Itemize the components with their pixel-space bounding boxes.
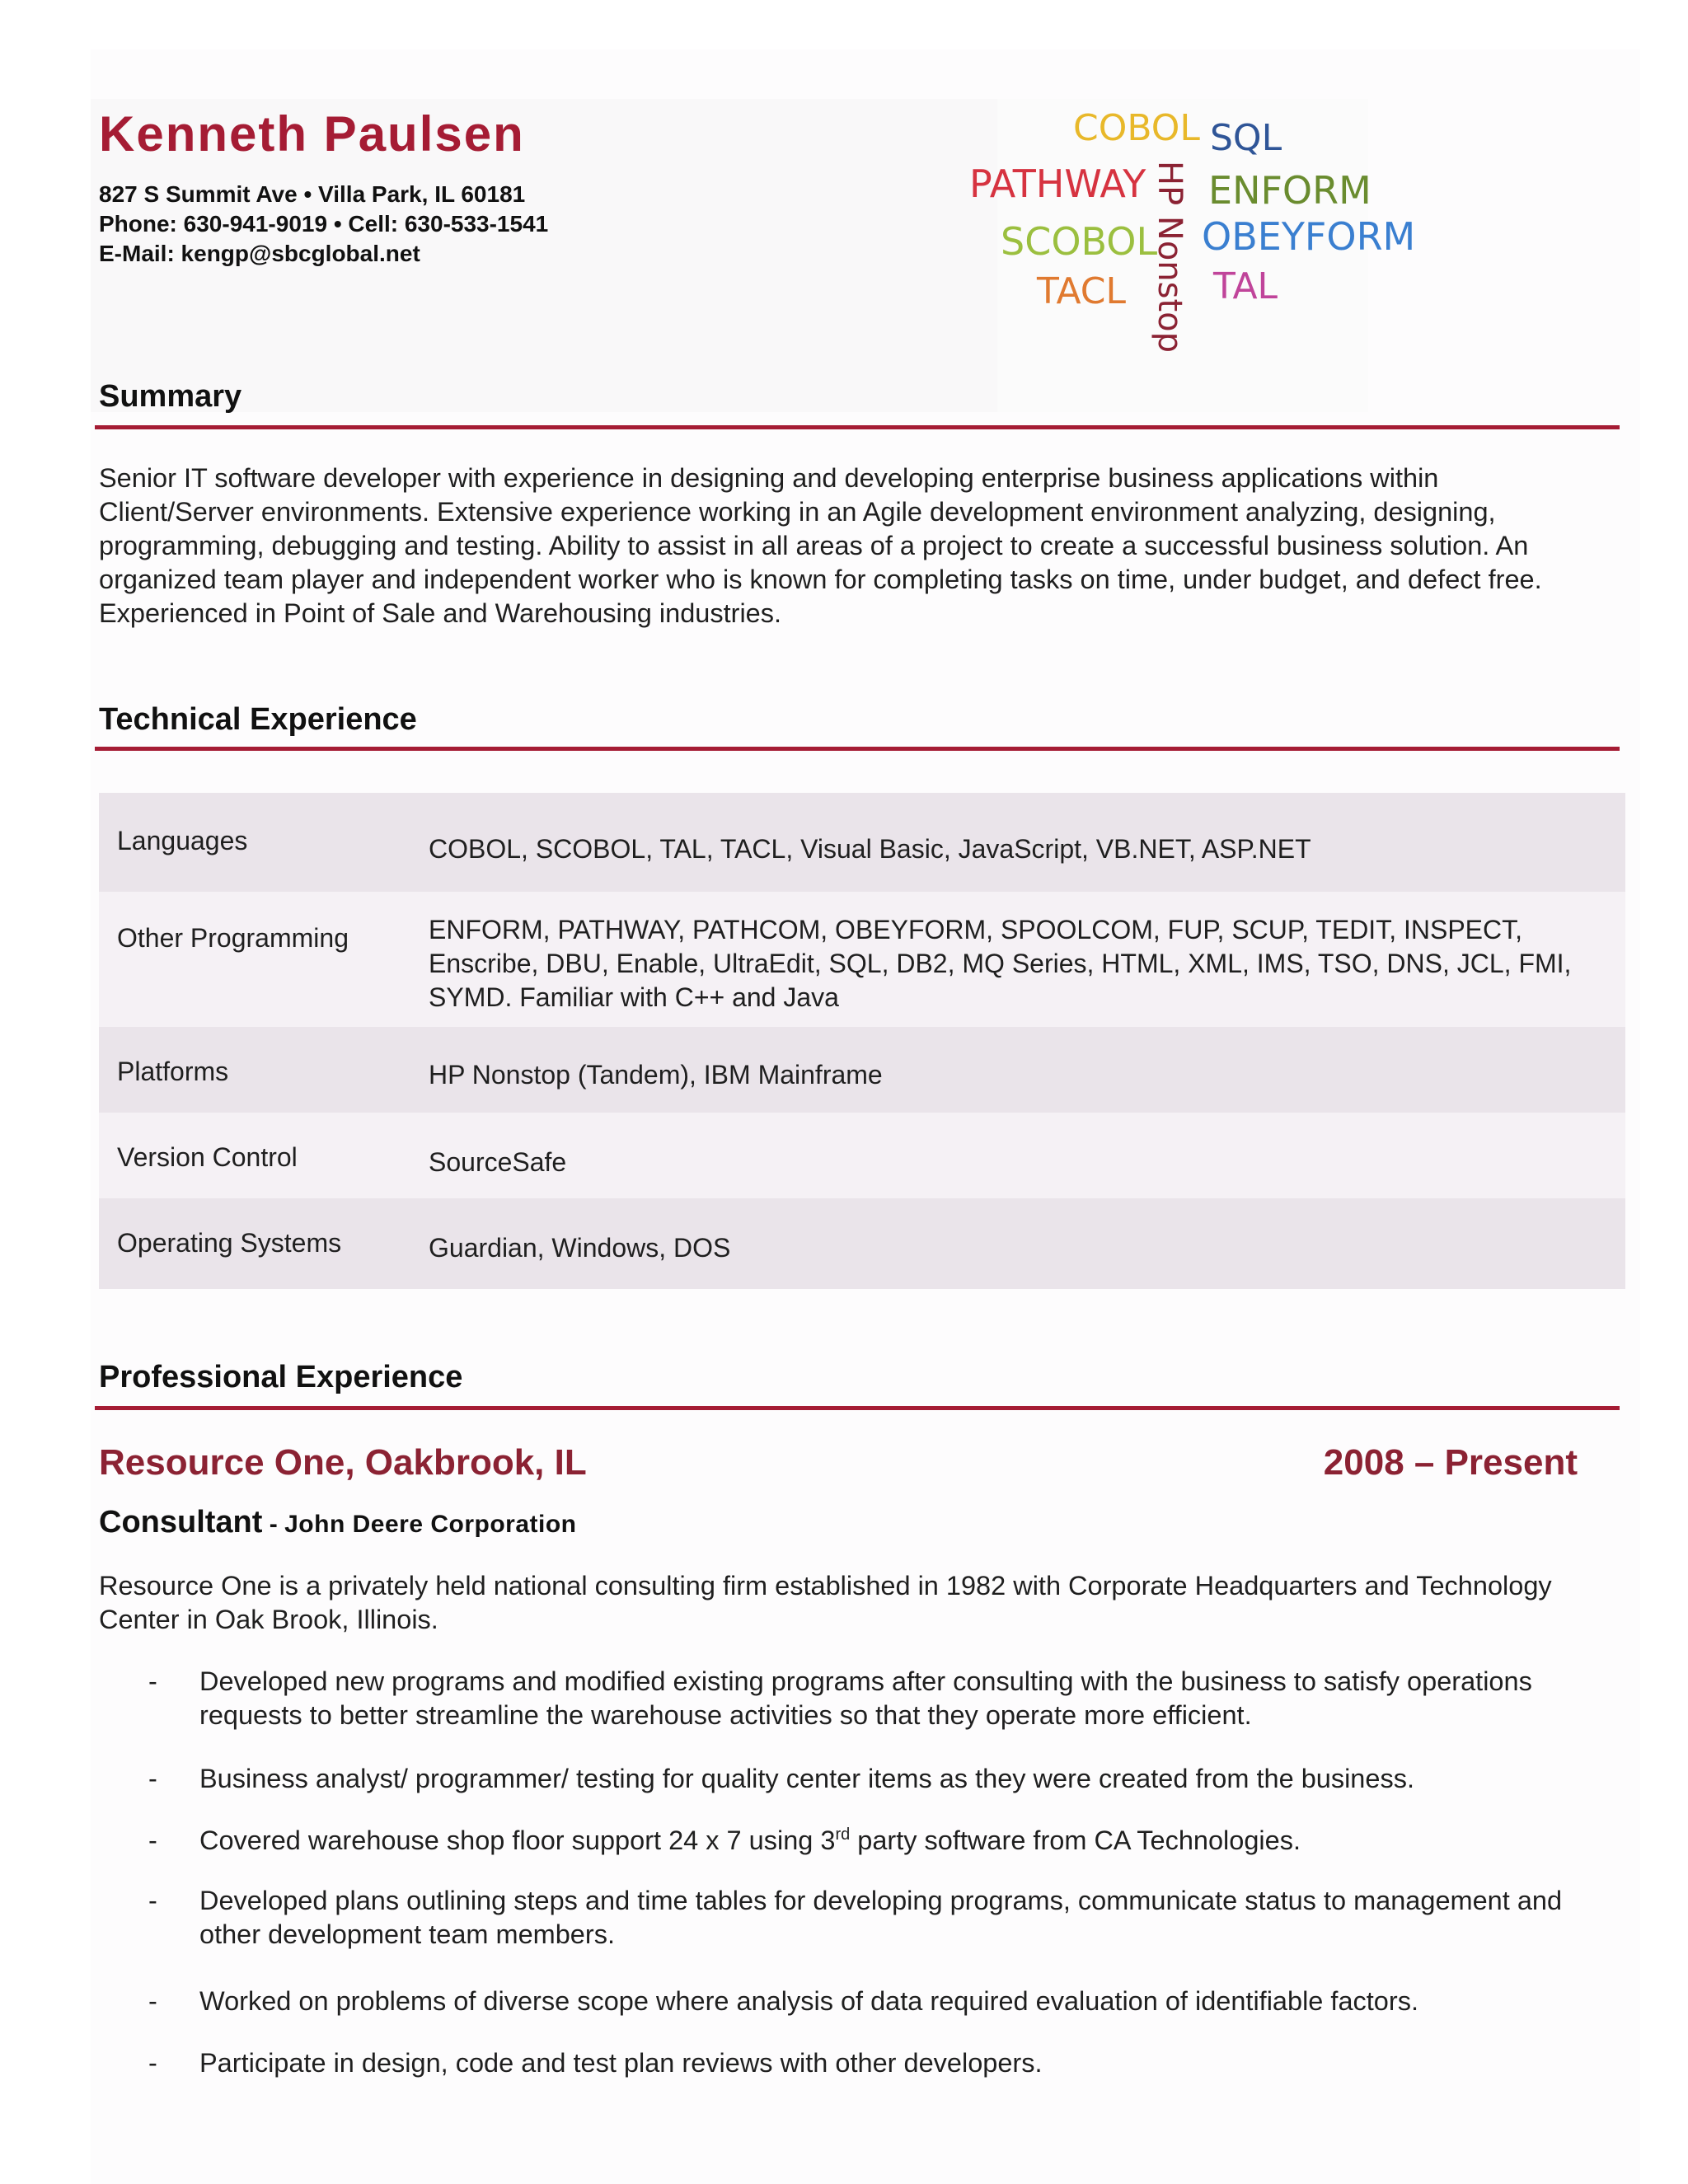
row-value: HP Nonstop (Tandem), IBM Mainframe bbox=[429, 1060, 883, 1090]
ordinal-suffix: rd bbox=[835, 1825, 851, 1844]
professional-experience-heading: Professional Experience bbox=[99, 1360, 463, 1394]
table-row bbox=[99, 1113, 1625, 1198]
word-hp-nonstop: HP Nonstop bbox=[1151, 161, 1189, 354]
candidate-name: Kenneth Paulsen bbox=[99, 106, 525, 162]
bullet-marker: - bbox=[148, 1825, 157, 1855]
company-name: Resource One, Oakbrook, IL bbox=[99, 1442, 587, 1483]
row-value: COBOL, SCOBOL, TAL, TACL, Visual Basic, JavaScript, VB.NET, ASP.NET bbox=[429, 834, 1311, 864]
bullet-marker: - bbox=[148, 1886, 157, 1915]
bullet-marker: - bbox=[148, 1666, 157, 1696]
row-label: Other Programming bbox=[117, 923, 349, 953]
job-role bbox=[99, 1505, 576, 1540]
role-separator: - bbox=[262, 1511, 285, 1538]
word-tal: TAL bbox=[1213, 265, 1278, 307]
bullet-text bbox=[199, 1824, 1601, 1858]
skills-word-cloud bbox=[969, 99, 1416, 412]
word-sql: SQL bbox=[1210, 117, 1282, 159]
word-obeyform: OBEYFORM bbox=[1202, 214, 1416, 259]
company-description: Resource One is a privately held national consulting firm established in 1982 with Corporate Headquarters and Technology Center in Oak Brook, Illinois. bbox=[99, 1571, 1552, 1634]
phone-numbers: Phone: 630-941-9019 • Cell: 630-533-1541 bbox=[99, 211, 549, 237]
table-row bbox=[99, 1198, 1625, 1289]
list-item bbox=[99, 1665, 1599, 1734]
word-cobol: COBOL bbox=[1073, 107, 1200, 149]
bullet-marker: - bbox=[148, 1764, 157, 1793]
summary-heading: Summary bbox=[99, 379, 242, 414]
bullet-text: Developed plans outlining steps and time tables for developing programs, communicate status to management and other development team members. bbox=[199, 1886, 1563, 1949]
role-client: John Deere Corporation bbox=[284, 1511, 577, 1538]
role-title: Consultant bbox=[99, 1505, 263, 1540]
row-label: Version Control bbox=[117, 1142, 298, 1172]
row-value: Guardian, Windows, DOS bbox=[429, 1233, 731, 1263]
summary-text: Senior IT software developer with experience in designing and developing enterprise business applications within Client/Server environments. Extensive experience working in an Agile development environment analyzing, designing, programming, debugging and testing. Ability to assist in all areas of a project to create a successful business solution. An organized team player and independent worker who is known for completing tasks on time, under budget, and defect free. Experienced in Point of Sale and Warehousing industries. bbox=[99, 463, 1542, 628]
summary-divider bbox=[95, 425, 1620, 429]
bullet-marker: - bbox=[148, 1986, 157, 2016]
technical-experience-heading: Technical Experience bbox=[99, 702, 417, 737]
address: 827 S Summit Ave • Villa Park, IL 60181 bbox=[99, 181, 526, 207]
word-tacl: TACL bbox=[1037, 270, 1127, 312]
bullet-text: Business analyst/ programmer/ testing for quality center items as they were created from the business. bbox=[199, 1764, 1414, 1793]
bullet-text: Worked on problems of diverse scope where analysis of data required evaluation of identifiable factors. bbox=[199, 1986, 1418, 2016]
table-row bbox=[99, 1027, 1625, 1113]
row-value: ENFORM, PATHWAY, PATHCOM, OBEYFORM, SPOOLCOM, FUP, SCUP, TEDIT, INSPECT, Enscribe, DBU, Enable, UltraEdit, SQL, DB2, MQ Series, HTML, XML, IMS, TSO, DNS, JCL, FMI, SYMD. Familiar with C++ and Java bbox=[429, 915, 1572, 1012]
technical-skills-table bbox=[99, 793, 1625, 1289]
word-enform: ENFORM bbox=[1208, 168, 1372, 213]
word-scobol: SCOBOL bbox=[1001, 219, 1158, 264]
bullet-text-part: Covered warehouse shop floor support 24 x 7 using 3 bbox=[199, 1825, 836, 1855]
bullet-text: Participate in design, code and test plan reviews with other developers. bbox=[199, 2048, 1043, 2078]
bullet-marker: - bbox=[148, 2048, 157, 2078]
bullet-text-part: party software from CA Technologies. bbox=[850, 1825, 1301, 1855]
row-label: Operating Systems bbox=[117, 1228, 342, 1258]
row-label: Languages bbox=[117, 826, 248, 855]
email: E-Mail: kengp@sbcglobal.net bbox=[99, 241, 420, 266]
row-label: Platforms bbox=[117, 1057, 229, 1086]
row-value: SourceSafe bbox=[429, 1147, 567, 1177]
technical-divider bbox=[95, 747, 1620, 751]
word-pathway: PATHWAY bbox=[969, 162, 1146, 206]
table-row bbox=[99, 793, 1625, 892]
professional-divider bbox=[95, 1406, 1620, 1410]
bullet-text: Developed new programs and modified existing programs after consulting with the business to satisfy operations requests to better streamline the warehouse activities so that they operate more efficient. bbox=[199, 1666, 1532, 1730]
employment-years: 2008 – Present bbox=[1323, 1442, 1578, 1483]
table-row bbox=[99, 892, 1625, 1027]
